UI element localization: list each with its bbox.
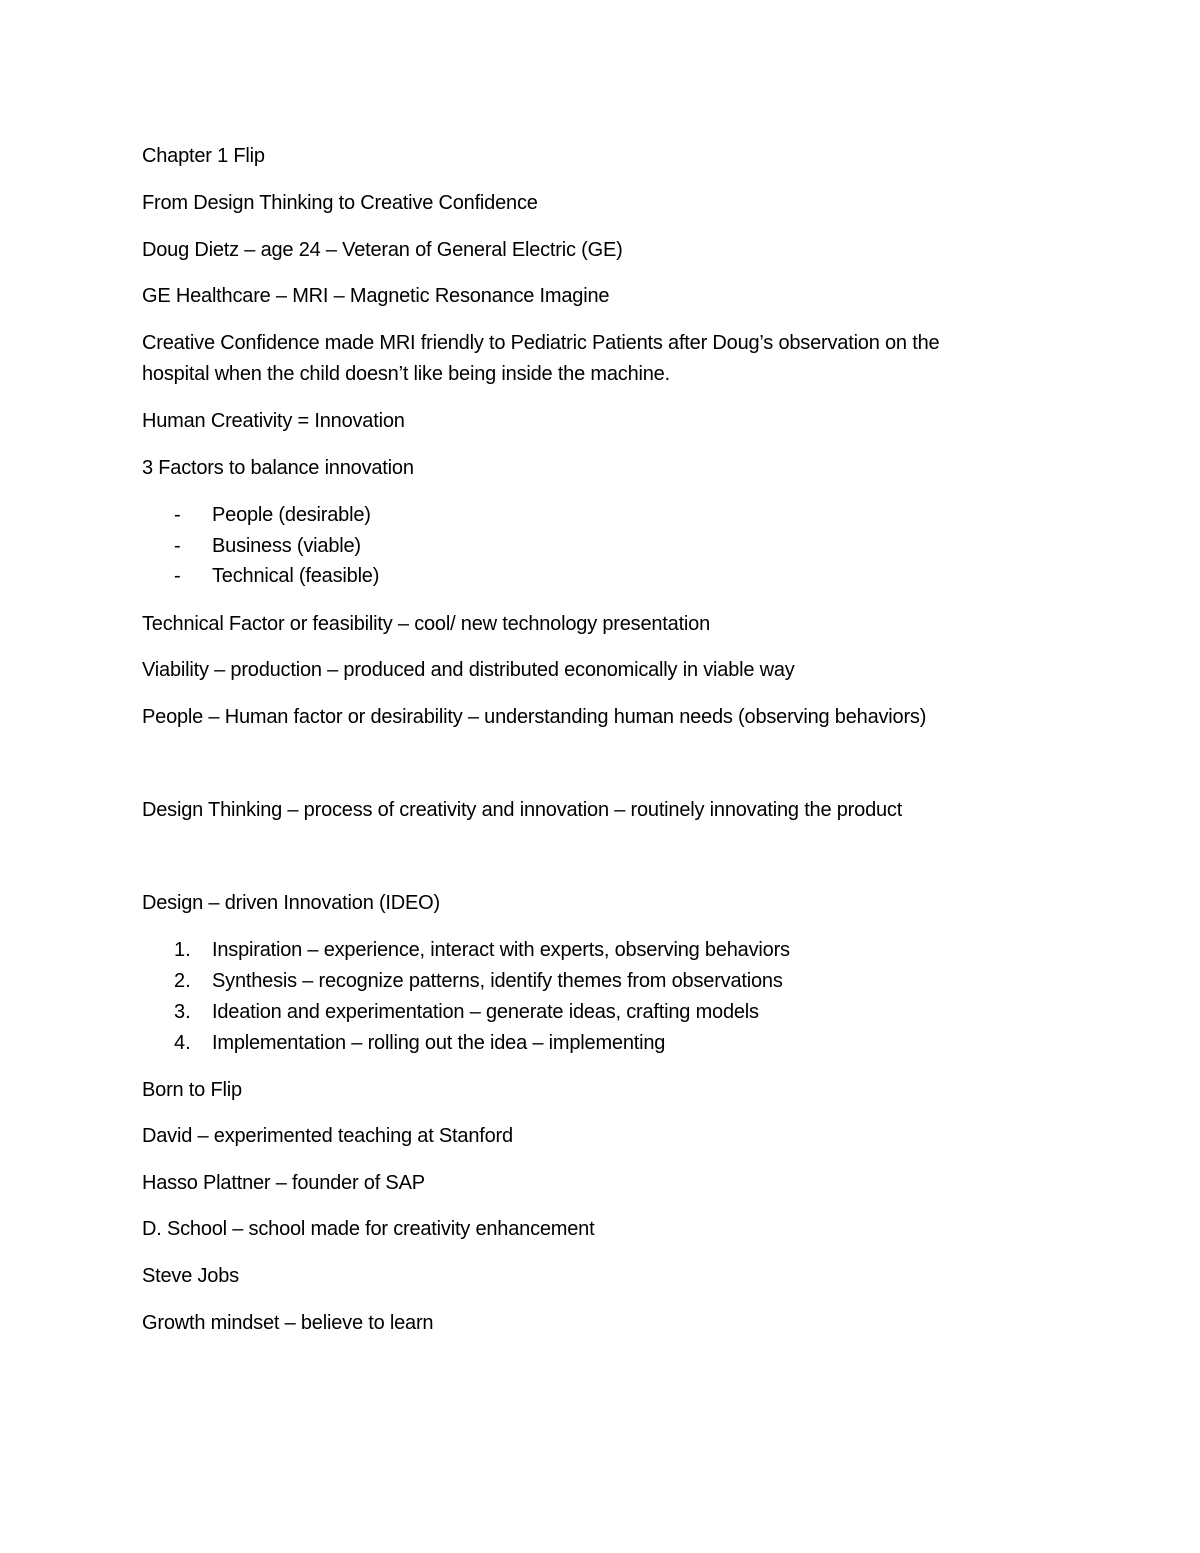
text-line: Growth mindset – believe to learn (142, 1312, 434, 1334)
text-line: GE Healthcare – MRI – Magnetic Resonance Imagine (142, 285, 610, 307)
text-line: Design Thinking – process of creativity and innovation – routinely innovating the product (142, 799, 903, 821)
text-line: David – experimented teaching at Stanford (142, 1125, 513, 1147)
text-line: People – Human factor or desirability – understanding human needs (observing behaviors) (142, 706, 927, 728)
text-line: Technical Factor or feasibility – cool/ new technology presentation (142, 613, 711, 635)
list-item-text: Implementation – rolling out the idea – implementing (212, 1032, 666, 1054)
text-line: Human Creativity = Innovation (142, 410, 405, 432)
chapter-title: Chapter 1 Flip (142, 145, 265, 167)
text-line: Doug Dietz – age 24 – Veteran of General Electric (GE) (142, 239, 623, 261)
text-line: Design – driven Innovation (IDEO) (142, 892, 440, 914)
text-line: Viability – production – produced and distributed economically in viable way (142, 659, 795, 681)
chapter-subtitle: From Design Thinking to Creative Confidence (142, 192, 538, 214)
text-line: hospital when the child doesn’t like being inside the machine. (142, 363, 670, 385)
number-marker: 3. (174, 1001, 191, 1023)
list-item-text: Synthesis – recognize patterns, identify themes from observations (212, 970, 783, 992)
text-line: Steve Jobs (142, 1265, 239, 1287)
list-item-text: Inspiration – experience, interact with experts, observing behaviors (212, 939, 790, 961)
dash-marker: - (174, 535, 181, 557)
number-marker: 4. (174, 1032, 191, 1054)
text-line: Born to Flip (142, 1079, 242, 1101)
text-line: Hasso Plattner – founder of SAP (142, 1172, 425, 1194)
text-line: D. School – school made for creativity enhancement (142, 1218, 595, 1240)
dash-marker: - (174, 565, 181, 587)
list-item-text: People (desirable) (212, 504, 371, 526)
number-marker: 2. (174, 970, 191, 992)
text-line: 3 Factors to balance innovation (142, 457, 414, 479)
list-item-text: Ideation and experimentation – generate ideas, crafting models (212, 1001, 759, 1023)
list-item-text: Technical (feasible) (212, 565, 380, 587)
text-line: Creative Confidence made MRI friendly to Pediatric Patients after Doug’s observation on the (142, 332, 940, 354)
dash-marker: - (174, 504, 181, 526)
list-item-text: Business (viable) (212, 535, 361, 557)
number-marker: 1. (174, 939, 191, 961)
